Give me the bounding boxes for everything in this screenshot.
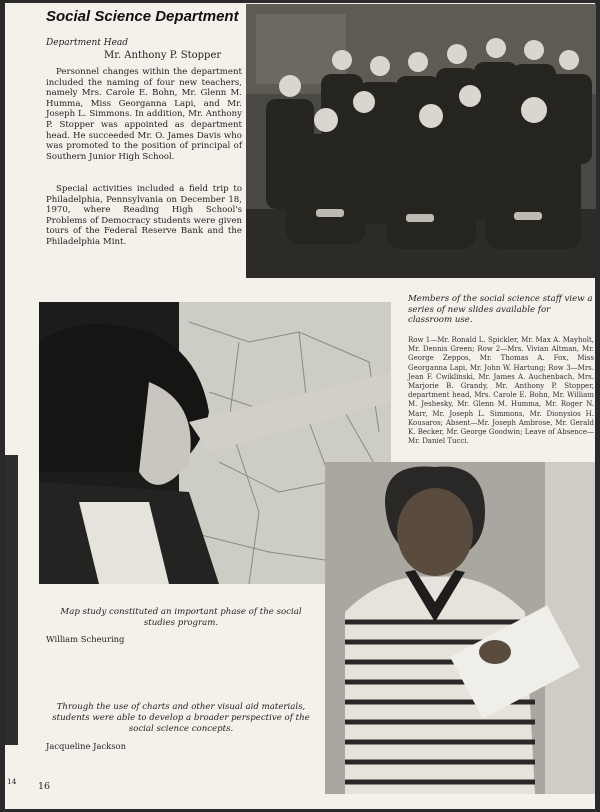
department-head-label: Department Head <box>46 38 129 48</box>
staff-photo-names: Row 1—Mr. Ronald L. Spickler, Mr. Max A. Mayholt, Mr. Dennis Green; Row 2—Mrs. Vivian Altman, Mr. George Zeppos, Mr. Thomas A. Fox, Miss Georganna Lapi, Mr. John W. Hartung; Row 3—Mrs. Jean F. Cwiklinski, Mr. James A. Auchenbach, Mrs. Marjorie B. Grandy, Mr. Anthony P. Stopper, department head, Mrs. Carole E. Bohn, Mr. William M. Jeshesky, Mr. Glenn M. Humma, Mr. Roger N. Marr, Mr. Joseph L. Simmons, Mr. Dionysios H. Kousaros; Absent—Mr. Joseph Ambrose, Mr. Gerald K. Becker, Mr. George Goodwin; Leave of Absence—Mr. Daniel Tucci. <box>408 336 594 446</box>
charts-photo-caption: Through the use of charts and other visual aid materials, students were able to develop a broader perspective of the social science concepts. <box>52 702 310 734</box>
article-paragraph-field-trip: Special activities included a field trip to Philadelphia, Pennsylvania on December 18, 1970, where Reading High School's Problems of Democracy students were given tours of the Federal Reserve Bank and the Philadelphia Mint. <box>46 184 242 247</box>
student-notes-illustration <box>325 462 595 794</box>
department-head-name: Mr. Anthony P. Stopper <box>104 50 222 61</box>
map-photo-caption: Map study constituted an important phase of the social studies program. <box>60 607 302 628</box>
staff-group-photo <box>246 4 596 278</box>
map-photo-student-name: William Scheuring <box>46 634 125 644</box>
page-title: Social Science Department <box>46 8 239 25</box>
staff-group-illustration <box>246 4 596 278</box>
page-border-top <box>0 0 600 3</box>
charts-photo-student-name: Jacqueline Jackson <box>46 741 126 751</box>
edge-photo-strip <box>5 455 18 745</box>
staff-photo-caption: Members of the social science staff view a series of new slides available for classroom use. <box>408 294 593 325</box>
student-notes-photo <box>325 462 595 794</box>
side-page-number: 14 <box>7 777 17 786</box>
page-number: 16 <box>38 781 51 792</box>
article-paragraph-personnel: Personnel changes within the department included the naming of four new teachers, namely Mrs. Carole E. Bohn, Mr. Glenn M. Humma, Miss Georganna Lapi, and Mr. Joseph L. Simmons. In addition, Mr. Anthony P. Stopper was appointed as department head. He succeeded Mr. O. James Davis who was promoted to the position of principal of Southern Junior High School. <box>46 67 242 162</box>
